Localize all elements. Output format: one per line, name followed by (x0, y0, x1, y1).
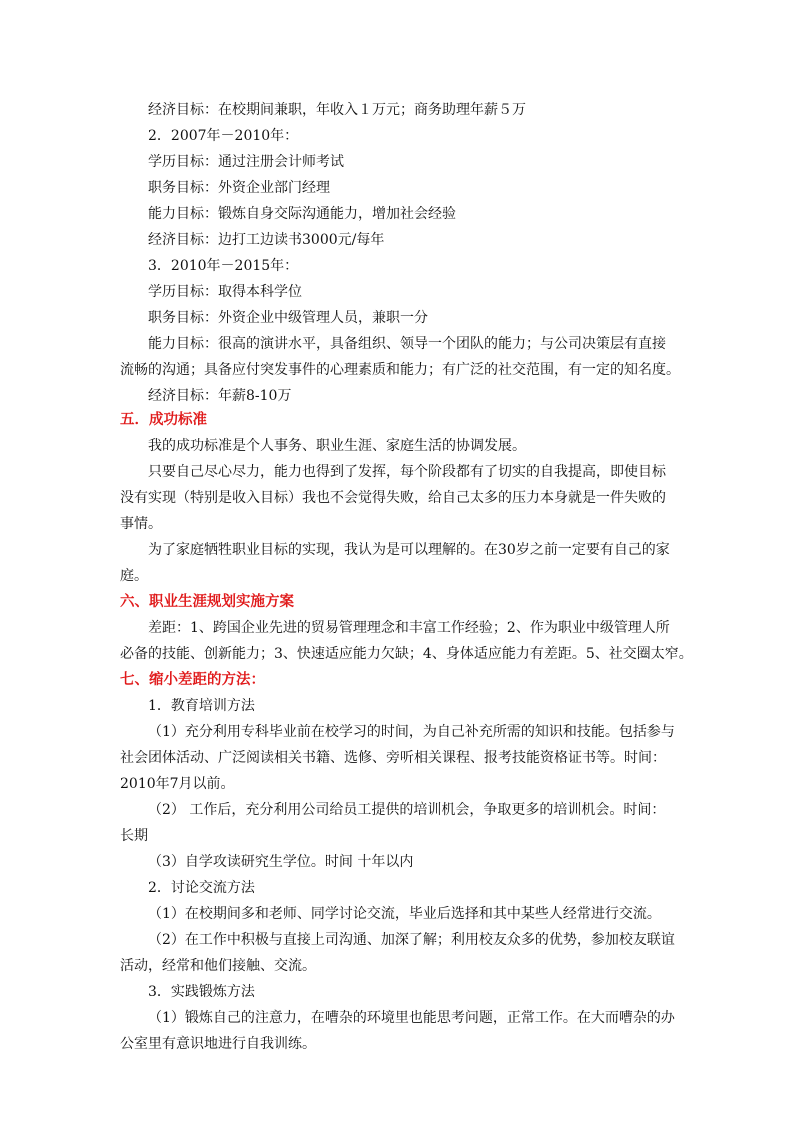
paragraph-line: （2） 工作后，充分利用公司给员工提供的培训机会，争取更多的培训机会。时间： (148, 802, 666, 818)
position-goal-line: 职务目标：外资企业中级管理人员，兼职一分 (148, 310, 428, 326)
section-heading-implementation-plan: 六、职业生涯规划实施方案 (120, 594, 294, 610)
ability-goal-line: 能力目标：很高的演讲水平，具备组织、领导一个团队的能力；与公司决策层有直接 (148, 336, 666, 352)
paragraph-line: 事情。 (120, 516, 162, 532)
period-heading-2007-2010: 2．2007年－2010年： (148, 128, 299, 144)
education-goal-line: 学历目标：取得本科学位 (148, 284, 302, 300)
paragraph-line: 社会团体活动、广泛阅读相关书籍、选修、旁听相关课程、报考技能资格证书等。时间： (120, 750, 666, 766)
paragraph-line: 只要自己尽心尽力，能力也得到了发挥，每个阶段都有了切实的自我提高，即使目标 (148, 464, 666, 480)
economic-goal-line: 经济目标：边打工边读书3000元/每年 (148, 232, 385, 248)
economic-goal-line: 经济目标：在校期间兼职，年收入１万元；商务助理年薪５万 (148, 102, 526, 118)
method-heading-practice: 3．实践锻炼方法 (148, 984, 255, 1000)
period-heading-2010-2015: 3．2010年－2015年： (148, 258, 299, 274)
paragraph-line: 差距：1、跨国企业先进的贸易管理理念和丰富工作经验；2、作为职业中级管理人所 (148, 620, 670, 636)
paragraph-line: （2）在工作中积极与直接上司沟通、加深了解；利用校友众多的优势，参加校友联谊 (148, 932, 675, 948)
paragraph-line: 必备的技能、创新能力；3、快速适应能力欠缺；4、身体适应能力有差距。5、社交圈太窄。 (120, 646, 693, 662)
ability-goal-line-continued: 流畅的沟通；具备应付突发事件的心理素质和能力；有广泛的社交范围，有一定的知名度。 (120, 362, 680, 378)
paragraph-line: 长期 (120, 828, 148, 844)
paragraph-line: 2010年7月以前。 (120, 776, 235, 792)
paragraph-line: 公室里有意识地进行自我训练。 (120, 1036, 316, 1052)
method-heading-education: 1．教育培训方法 (148, 698, 255, 714)
paragraph-line: 我的成功标准是个人事务、职业生涯、家庭生活的协调发展。 (148, 438, 526, 454)
paragraph-line: （3）自学攻读研究生学位。时间 十年以内 (148, 854, 414, 870)
paragraph-line: 活动，经常和他们接触、交流。 (120, 958, 316, 974)
paragraph-line: （1）在校期间多和老师、同学讨论交流，毕业后选择和其中某些人经常进行交流。 (148, 906, 661, 922)
paragraph-line: 庭。 (120, 568, 148, 584)
section-heading-success-criteria: 五．成功标准 (120, 412, 207, 428)
paragraph-line: （1）锻炼自己的注意力，在嘈杂的环境里也能思考问题，正常工作。在大而嘈杂的办 (148, 1010, 675, 1026)
position-goal-line: 职务目标：外资企业部门经理 (148, 180, 330, 196)
paragraph-line: 没有实现（特别是收入目标）我也不会觉得失败，给自己太多的压力本身就是一件失败的 (120, 490, 666, 506)
education-goal-line: 学历目标：通过注册会计师考试 (148, 154, 344, 170)
section-heading-gap-methods: 七、缩小差距的方法： (120, 672, 265, 688)
ability-goal-line: 能力目标：锻炼自身交际沟通能力，增加社会经验 (148, 206, 456, 222)
method-heading-discussion: 2．讨论交流方法 (148, 880, 255, 896)
paragraph-line: （1）充分利用专科毕业前在校学习的时间，为自己补充所需的知识和技能。包括参与 (148, 724, 675, 740)
paragraph-line: 为了家庭牺牲职业目标的实现，我认为是可以理解的。在30岁之前一定要有自己的家 (148, 542, 670, 558)
economic-goal-line: 经济目标：年薪8-10万 (148, 388, 292, 404)
